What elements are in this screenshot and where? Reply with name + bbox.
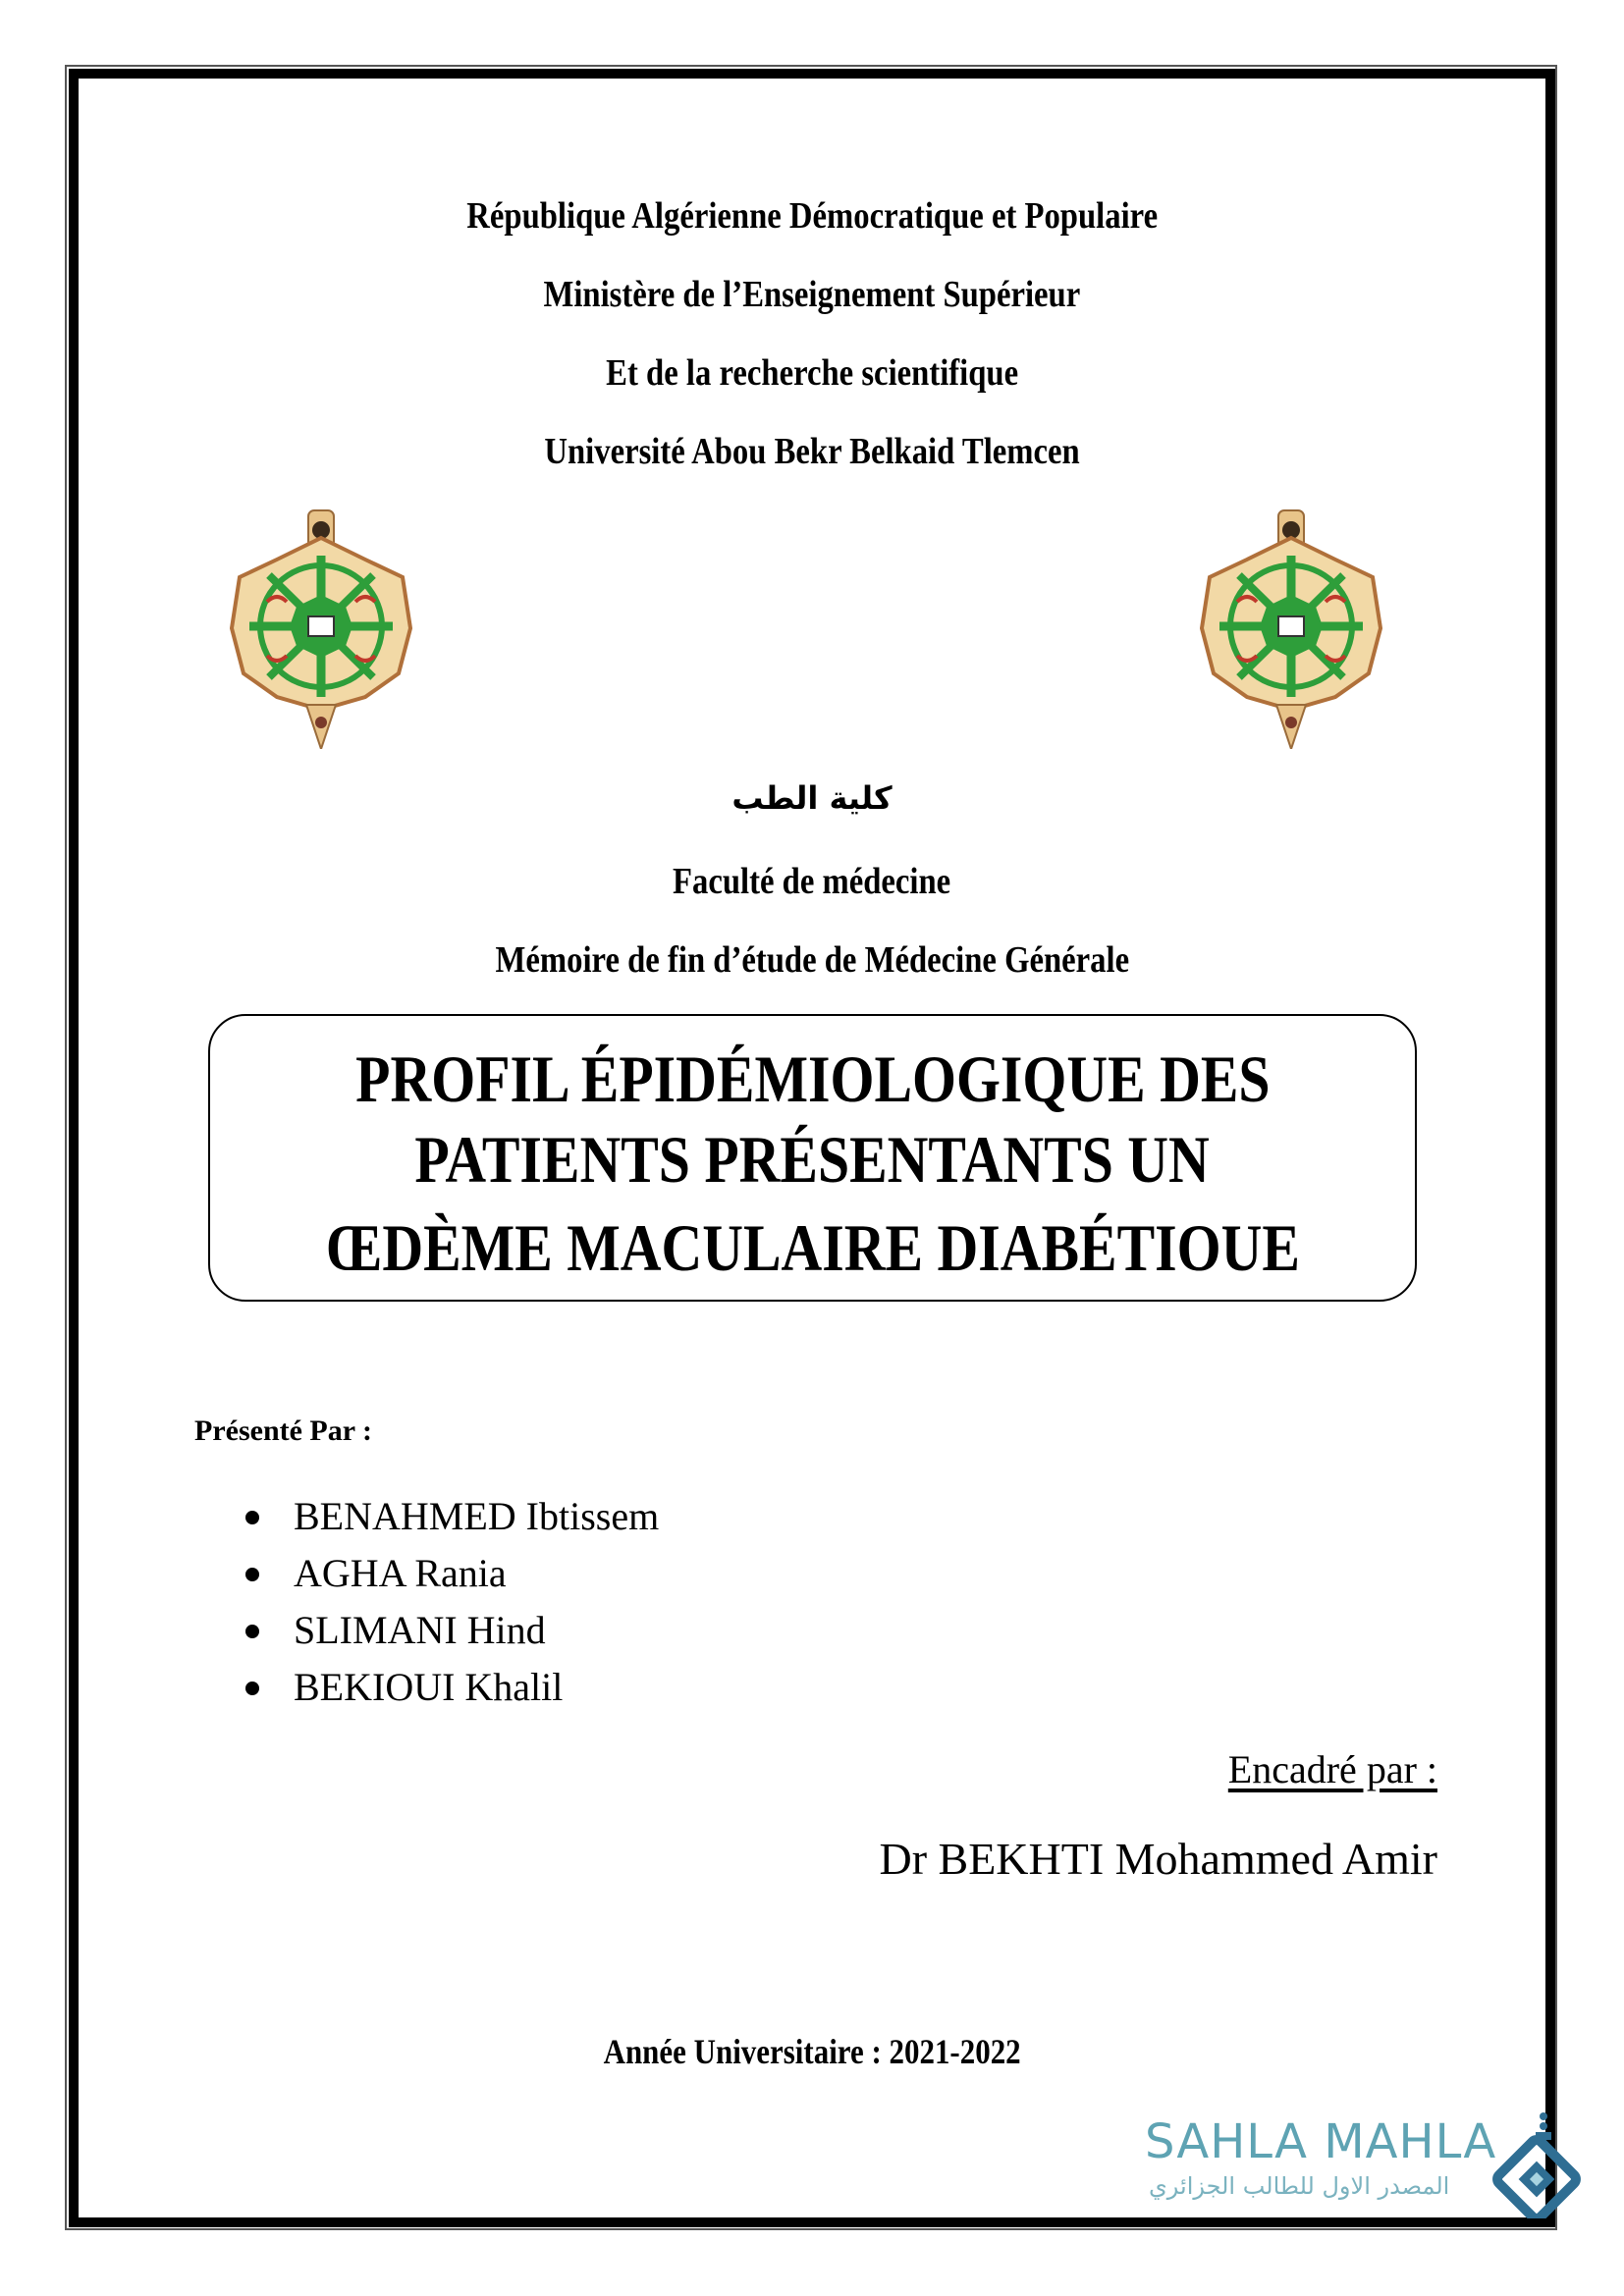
header-ministry: Ministère de l’Enseignement Supérieur	[543, 274, 1081, 315]
university-logo-right	[1198, 508, 1384, 749]
academic-year: Année Universitaire : 2021-2022	[603, 2032, 1021, 2071]
watermark-tagline: المصدر الاول للطالب الجزائري	[1149, 2172, 1450, 2200]
supervised-by-label: Encadré par :	[1227, 1747, 1437, 1791]
bullet-icon	[245, 1568, 259, 1581]
watermark-brand: SAHLA MAHLA	[1145, 2114, 1497, 2169]
university-emblem-icon	[1198, 508, 1384, 749]
presented-by-label: Présenté Par :	[194, 1415, 373, 1447]
header-republic: République Algérienne Démocratique et Populaire	[466, 195, 1158, 237]
header-university: Université Abou Bekr Belkaid Tlemcen	[544, 431, 1080, 472]
sahla-mahla-logo-icon	[1483, 2110, 1581, 2218]
faculty-arabic: كلية الطب	[731, 779, 893, 817]
university-logo-left	[228, 508, 414, 749]
sahla-mahla-watermark	[1139, 2110, 1571, 2218]
title-line-3: ŒDÈME MACULAIRE DIABÉTIOUE	[325, 1210, 1300, 1285]
title-line-1: PROFIL ÉPIDÉMIOLOGIQUE DES	[354, 1041, 1271, 1116]
bullet-icon	[245, 1682, 259, 1695]
thesis-title-box	[208, 1014, 1417, 1302]
faculty-name: Faculté de médecine	[673, 861, 951, 902]
supervisor-name: Dr BEKHTI Mohammed Amir	[879, 1834, 1437, 1884]
bullet-icon	[245, 1625, 259, 1638]
title-line-2: PATIENTS PRÉSENTANTS UN	[414, 1122, 1211, 1197]
thesis-type: Mémoire de fin d’étude de Médecine Générale	[495, 939, 1129, 981]
university-emblem-icon	[228, 508, 414, 749]
bullet-icon	[245, 1511, 259, 1524]
header-research: Et de la recherche scientifique	[606, 352, 1018, 394]
